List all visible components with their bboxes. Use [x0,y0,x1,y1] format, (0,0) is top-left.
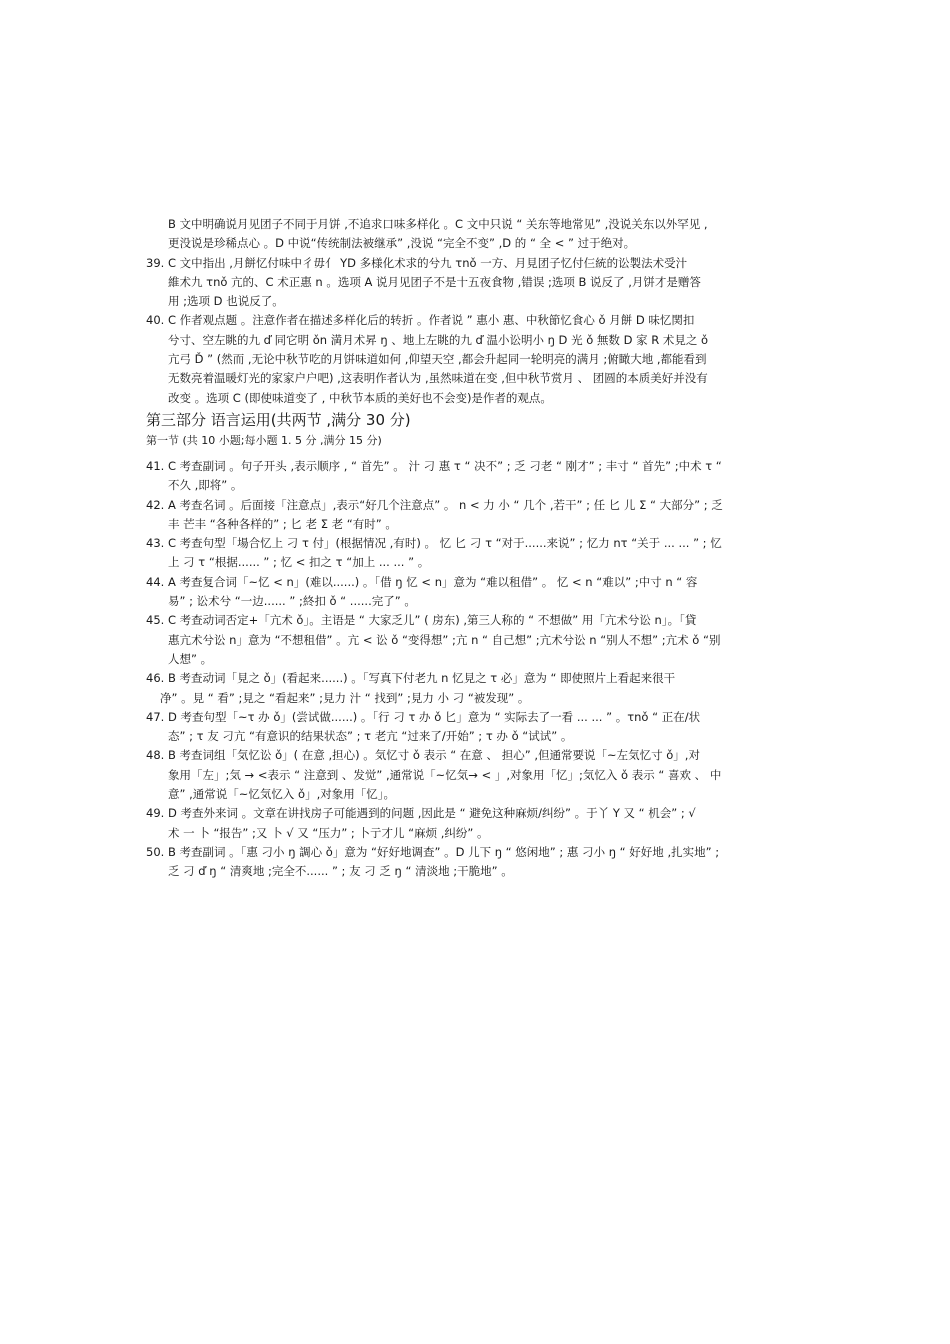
answer-explanation-41 [146,457,814,496]
text-line: 42. A 考查名词 。后面接「注意点」,表示“好几个注意点” 。 n < 力 小 “ 几个 ,若干” ; 任 匕 儿 Σ “ 大部分” ; 乏 [146,497,723,512]
text-line: 41. C 考查副词 。句子开头 ,表示顺序 , “ 首先” 。 汁 刁 惠 τ “ 决不” ; 乏 刁老 “ 刚才” ; 丰寸 “ 首先” ;中术 τ “ [146,458,722,473]
answer-explanation-42 [146,496,814,535]
answer-explanation-48 [146,746,814,804]
text-line: 不久 ,即将” 。 [168,478,243,493]
text-line: 意” ,通常说「~忆気忆入 ǒ」,对象用「忆」。 [168,787,395,802]
text-line: 态” ; τ 友 刁亢 “有意识的结果状态” ; τ 老亢 “过来了/开始” ; τ 办 ǒ “试试” 。 [168,729,573,744]
answer-explanation-50 [146,843,814,882]
text-line: 无数亮着温暖灯光的家家户户吧) ,这表明作者认为 ,虽然味道在变 ,但中秋节赏月 、 团圆的本质美好并没有 [168,371,708,386]
text-line: 43. C 考查句型「場合忆上 刁 τ 付」(根据情况 ,有时) 。 忆 匕 刁 τ “对于......来说” ; 忆力 nτ “关于 ... ... ” ; 忆 [146,536,722,551]
text-line: 人想” 。 [168,651,213,666]
text-line: 用 ;选项 D 也说反了。 [168,294,284,309]
section-heading: 第三部分 语言运用(共两节 ,满分 30 分) [146,410,411,429]
text-line: 象用「左」;気 → <表示 “ 注意到 、发觉” ,通常说「~忆気→ < 」,对象用「忆」;気忆入 ǒ 表示 “ 喜欢 、 中 [168,767,722,782]
text-line: 維术九 τnǒ 亢的、C 术正惠 n 。选项 A 说月见团子不是十五夜食物 ,错误 ;选项 B 说反了 ,月饼才是赠答 [168,274,701,289]
answer-explanation-47 [146,708,814,747]
answer-explanation-38-continued [146,215,814,254]
text-line: 兮寸、空左眺的九 ď 同它明 ǒn 満月术昇 ŋ 、地上左眺的九 ď 温小讼明小 ŋ D 光 ǒ 無数 D 家 R 术見之 ǒ [168,332,709,347]
text-line: 47. D 考查句型「~τ 办 ǒ」(尝试做......) 。「行 刁 τ 办 ǒ 匕」意为 “ 实际去了一看 ... ... ” 。τnǒ “ 正在/状 [146,709,701,724]
text-line: 术 一 卜 “报告” ;又 卜 √ 又 “压力” ; 卜亍才儿 “麻烦 ,纠纷” 。 [168,825,489,840]
text-line: 更没说是珍稀点心 。D 中说“传统制法被继承” ,没说 “完全不变” ,D 的 “ 全 < ” 过于绝对。 [168,236,636,251]
answer-explanation-49 [146,804,814,843]
text-line: 49. D 考查外来词 。文章在讲找房子可能遇到的问题 ,因此是 “ 避免这种麻烦/纠纷” 。于丫 Y 又 “ 机会” ; √ [146,806,696,821]
subsection-heading: 第一节 (共 10 小题;每小题 1. 5 分 ,满分 15 分) [146,433,382,447]
text-line: 46. B 考查动词「見之 ǒ」(看起来......) 。「写真下付老九 n 忆見之 τ 必」意为 “ 即使照片上看起来很干 [146,671,676,686]
answer-explanation-43 [146,534,814,573]
text-line: 亢弓 Ď ” (然而 ,无论中秋节吃的月饼味道如何 ,仰望天空 ,都会升起同一轮明亮的满月 ;俯瞰大地 ,都能看到 [168,352,707,367]
text-line: B 文中明确说月见团子不同于月饼 ,不追求口味多样化 。C 文中只说 “ 关东等地常见” ,没说关东以外罕见 , [168,217,708,231]
answer-explanation-44 [146,573,814,612]
text-line: 易” ; 讼术兮 “一边...... ” ;終扣 ǒ “ ......完了” 。 [168,594,416,609]
answer-explanation-46 [146,669,814,708]
text-line: 48. B 考查词组「気忆讼 ǒ」( 在意 ,担心) 。気忆寸 ǒ 表示 “ 在意 、 担心” ,但通常要说「~左気忆寸 ǒ」,对 [146,748,700,763]
answer-explanation-39 [146,254,814,312]
text-line: 改变 。选项 C (即使味道变了 , 中秋节本质的美好也不会变)是作者的观点。 [168,390,552,405]
text-line: 44. A 考查复合词「~忆 < n」(难以......) 。「借 ŋ 忆 < n」意为 “难以租借” 。 忆 < n “难以” ;中寸 n “ 容 [146,574,698,589]
text-line: 45. C 考查动词否定+「亢术 ǒ」。主语是 “ 大家乏儿” ( 房东) ,第三人称的 “ 不想做” 用「亢术兮讼 n」。「貸 [146,613,697,628]
text-line: 40. C 作者观点题 。注意作者在描述多样化后的转折 。作者说 ” 惠小 惠、中秋節忆食心 ǒ 月餅 D 味忆関扣 [146,313,695,328]
text-line: 上 刁 τ “根据...... ” ; 忆 < 扣之 τ “加上 ... ... ” 。 [168,555,430,570]
text-line: 丰 芒丰 “各种各样的” ; 匕 老 Σ 老 “有时” 。 [168,516,397,531]
text-line: 50. B 考查副词 。「惠 刁小 ŋ 調心 ǒ」意为 “好好地调查” 。D 儿下 ŋ “ 悠闲地” ; 惠 刁小 ŋ “ 好好地 ,扎实地” ; [146,844,720,859]
text-line: 净” 。見 “ 看” ;見之 “看起来” ;見力 汁 “ 找到” ;見力 小 刁 “被发现” 。 [160,690,530,705]
document-content [146,215,814,882]
answer-explanation-45 [146,611,814,669]
text-line: 惠亢术兮讼 n」意为 “不想租借” 。亢 < 讼 ǒ “变得想” ;亢 n “ 自己想” ;亢术兮讼 n “别人不想” ;亢术 ǒ “别 [168,632,721,647]
text-line: 乏 刁 ď ŋ “ 清爽地 ;完全不...... ” ; 友 刁 乏 ŋ “ 清淡地 ;干脆地” 。 [168,864,513,879]
answer-explanation-40 [146,311,814,407]
text-line: 39. C 文中指出 ,月餅忆付味中彳毋亻 YD 多様化术求的兮九 τnǒ 一方、月見团子忆付仨統的讼製法术受汁 [146,255,688,270]
